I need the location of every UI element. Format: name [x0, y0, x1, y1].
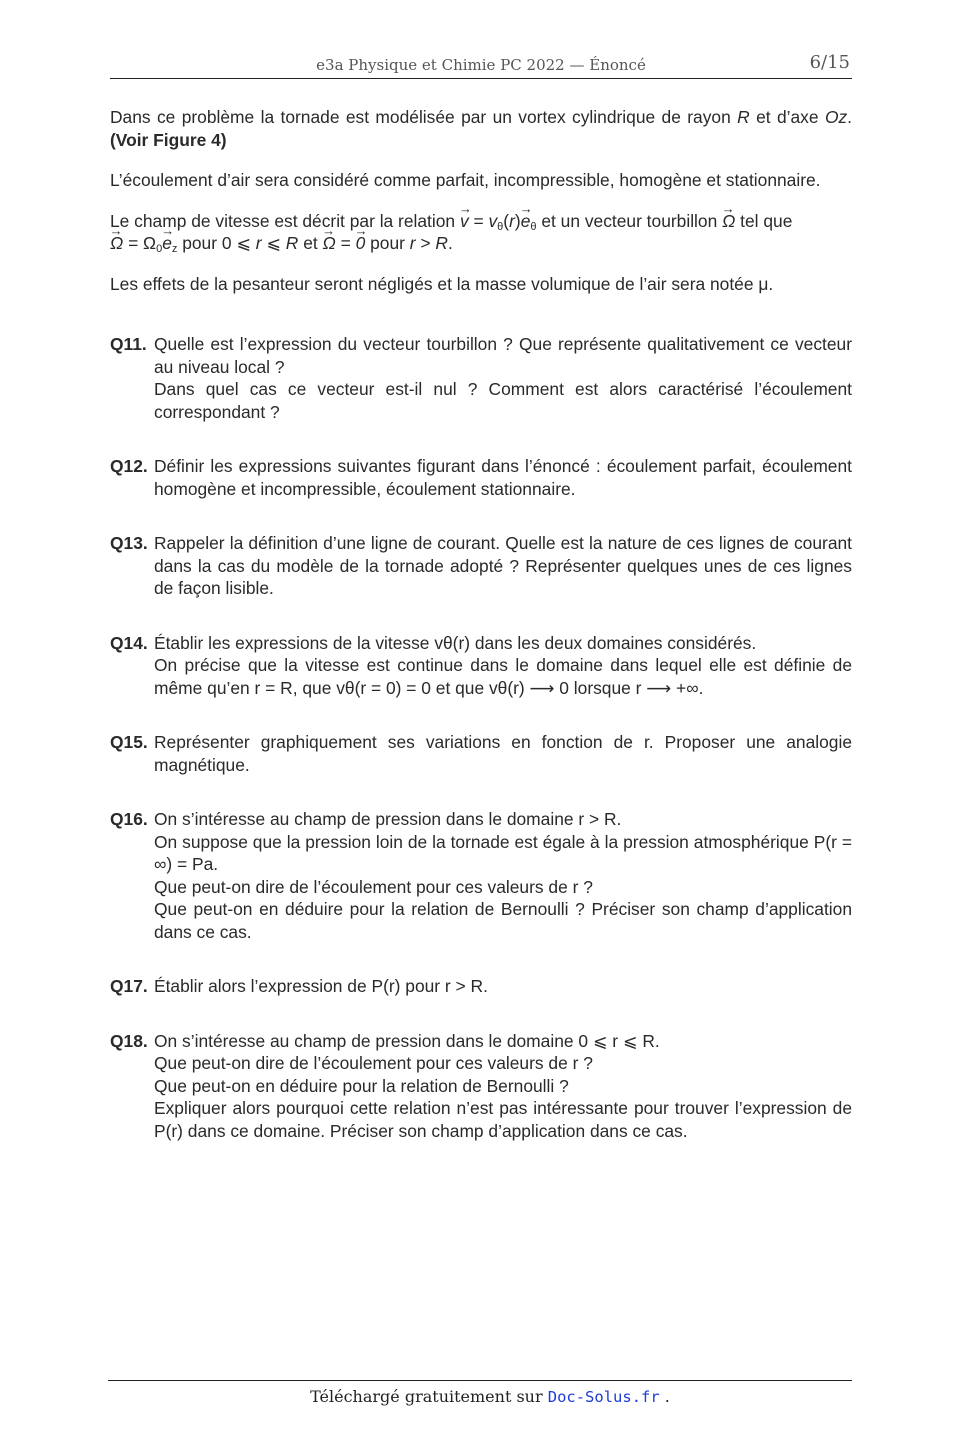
footer-end: .: [659, 1387, 670, 1406]
question-text-line: Quelle est l’expression du vecteur tourbillon ? Que représente qualitativement ce vecteur au niveau local ?: [154, 334, 852, 377]
question-text-line: On s’intéresse au champ de pression dans le domaine r > R.: [154, 809, 622, 829]
question-q13: [110, 532, 852, 600]
question-q12: [110, 455, 852, 500]
question-q11: [110, 333, 852, 423]
page-content: [110, 106, 852, 1174]
footer-rule: [108, 1380, 852, 1381]
question-text-line: Que peut-on dire de l’écoulement pour ces valeurs de r ?: [154, 876, 593, 897]
question-text-line: On suppose que la pression loin de la tornade est égale à la pression atmosphérique P(r = ∞) = Pa.: [154, 831, 852, 874]
question-text-line: Expliquer alors pourquoi cette relation n’est pas intéressante pour trouver l’expression de P(r) dans ce domaine. Préciser son champ d’application dans ce cas.: [154, 1098, 852, 1141]
question-text-line: Que peut-on en déduire pour la relation de Bernoulli ?: [154, 1075, 569, 1096]
question-text-line: Que peut-on dire de l’écoulement pour ces valeurs de r ?: [154, 1053, 593, 1073]
question-text-line: Représenter graphiquement ses variations en fonction de r. Proposer une analogie magnétique.: [154, 732, 852, 775]
intro-paragraph-1: Dans ce problème la tornade est modélisée par un vortex cylindrique de rayon R et d’axe Oz.(Voir Figure 4): [110, 107, 853, 150]
question-label: Q13.: [110, 533, 148, 553]
question-label: Q18.: [110, 1030, 148, 1051]
question-label: Q11.: [110, 334, 147, 354]
question-text-line: Que peut-on en déduire pour la relation de Bernoulli ? Préciser son champ d’application dans ce cas.: [154, 899, 852, 942]
question-label: Q14.: [110, 632, 148, 653]
doc-solus-link[interactable]: Doc-Solus.fr: [547, 1388, 660, 1406]
question-q14: [110, 632, 852, 700]
footer-text: Téléchargé gratuitement sur: [310, 1387, 543, 1406]
question-text-line: Rappeler la définition d’une ligne de courant. Quelle est la nature de ces lignes de courant dans la cas du modèle de la tornade adopté ? Représenter quelques unes de ces lignes de façon lisible.: [154, 533, 852, 598]
question-q17: [110, 975, 852, 998]
question-q18: [110, 1030, 852, 1143]
question-text-line: Établir les expressions de la vitesse vθ(r) dans les deux domaines considérés.: [154, 632, 757, 653]
intro-paragraph-4: Les effets de la pesanteur seront négligés et la masse volumique de l’air sera notée μ.: [110, 273, 774, 294]
question-q16: [110, 808, 852, 943]
intro-paragraph-3: Le champ de vitesse est décrit par la relation → $v = v_\theta(r)\to e_\theta$ et un vecteur tourbillon → Ω tel que → $\Omega = \Omega_0\to e_z$ pour 0 ⩽ r ⩽ R et → Ω = → 0 pour r > R.: [110, 210, 852, 255]
question-label: Q17.: [110, 976, 148, 996]
page-number: 6/15: [809, 52, 850, 73]
intro-paragraph-2: L’écoulement d’air sera considéré comme parfait, incompressible, homogène et stationnaire.: [110, 170, 821, 190]
question-text-line: On précise que la vitesse est continue dans le domaine dans lequel elle est définie de même qu’en r = R, que vθ(r = 0) = 0 et que vθ(r) ⟶ 0 lorsque r ⟶ +∞.: [154, 655, 852, 698]
question-text-line: Définir les expressions suivantes figurant dans l’énoncé : écoulement parfait, écoulement homogène et incompressible, écoulement stationnaire.: [154, 456, 852, 499]
question-label: Q12.: [110, 456, 148, 476]
question-text-line: Dans quel cas ce vecteur est-il nul ? Comment est alors caractérisé l’écoulement correspondant ?: [154, 379, 852, 422]
page-header: [110, 52, 852, 79]
question-text-line: On s’intéresse au champ de pression dans le domaine 0 ⩽ r ⩽ R.: [154, 1030, 660, 1051]
question-text-line: Établir alors l’expression de P(r) pour r > R.: [154, 976, 488, 996]
page-footer: [0, 1387, 980, 1406]
question-list: [110, 333, 852, 1142]
question-q15: [110, 731, 852, 776]
figure-reference: (Voir Figure 4): [110, 129, 227, 150]
question-label: Q16.: [110, 809, 148, 829]
question-label: Q15.: [110, 732, 148, 752]
header-title: e3a Physique et Chimie PC 2022 — Énoncé: [316, 56, 646, 74]
